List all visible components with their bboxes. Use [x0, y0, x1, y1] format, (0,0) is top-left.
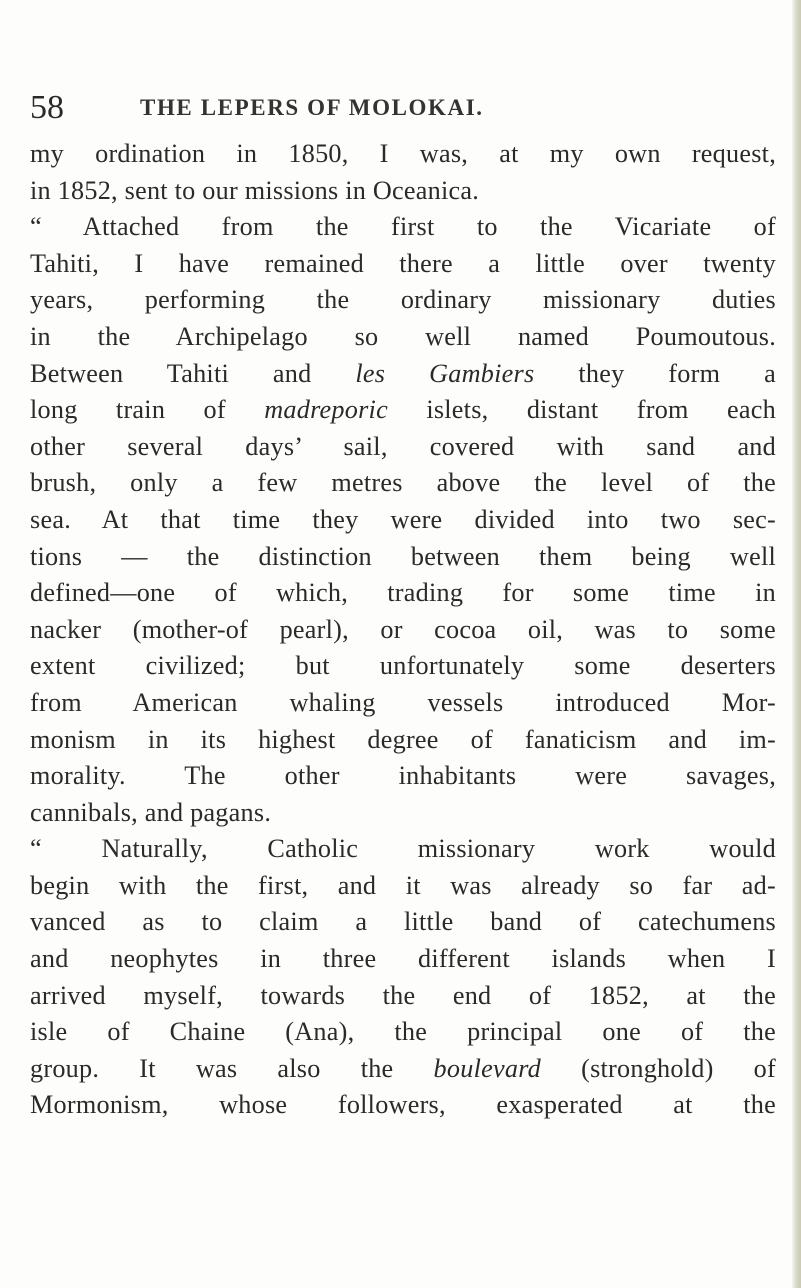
page-edge [792, 0, 801, 1288]
text-line: other several days’ sail, covered with sand and [30, 431, 776, 461]
text-line: begin with the first, and it was already so far ad- [30, 870, 776, 900]
text-line: nacker (mother-of pearl), or cocoa oil, was to some [30, 614, 776, 644]
text-run: group. It was also the [30, 1053, 434, 1083]
text-line: defined—one of which, trading for some time in [30, 578, 776, 608]
italic-phrase: boulevard [433, 1053, 542, 1083]
text-line [30, 356, 776, 393]
text-run: (stronghold) of [541, 1053, 776, 1083]
text-line: “ Naturally, Catholic missionary work would [30, 834, 776, 864]
text-line: Mormonism, whose followers, exasperated at the [30, 1090, 776, 1120]
text-run: Between Tahiti and [30, 358, 356, 388]
page-header [30, 86, 790, 130]
body-text [30, 136, 776, 1124]
text-line [30, 392, 776, 429]
text-line: my ordination in 1850, I was, at my own request, [30, 139, 776, 168]
text-line: “ Attached from the first to the Vicariate of [30, 212, 776, 242]
running-title: THE LEPERS OF MOLOKAI. [140, 95, 484, 120]
text-line: sea. At that time they were divided into two sec- [30, 504, 776, 534]
text-line: vanced as to claim a little band of catechumens [30, 907, 776, 937]
text-line: tions — the distinction between them being well [30, 541, 776, 571]
text-line: arrived myself, towards the end of 1852, at the [30, 980, 776, 1010]
text-line: morality. The other inhabitants were savages, [30, 761, 776, 791]
text-line [30, 1051, 776, 1088]
text-line: isle of Chaine (Ana), the principal one of the [30, 1017, 776, 1047]
text-line: monism in its highest degree of fanaticism and im- [30, 724, 776, 754]
page-number: 58 [30, 89, 64, 126]
text-line: and neophytes in three different islands when I [30, 944, 776, 974]
text-line: from American whaling vessels introduced Mor- [30, 687, 776, 717]
text-line: extent civilized; but unfortunately some deserters [30, 651, 776, 681]
text-run: long train of [30, 395, 265, 425]
text-line: Tahiti, I have remained there a little over twenty [30, 248, 776, 278]
italic-phrase: les Gambiers [355, 358, 535, 388]
text-line: brush, only a few metres above the level of the [30, 468, 776, 498]
text-run: islets, distant from each [387, 395, 776, 425]
italic-phrase: madreporic [264, 395, 388, 425]
text-line: in the Archipelago so well named Poumoutous. [30, 321, 776, 351]
text-run: they form a [534, 358, 776, 388]
text-line: years, performing the ordinary missionary duties [30, 285, 776, 315]
text-line: in 1852, sent to our missions in Oceanica. [30, 175, 480, 205]
text-line: cannibals, and pagans. [30, 797, 272, 827]
